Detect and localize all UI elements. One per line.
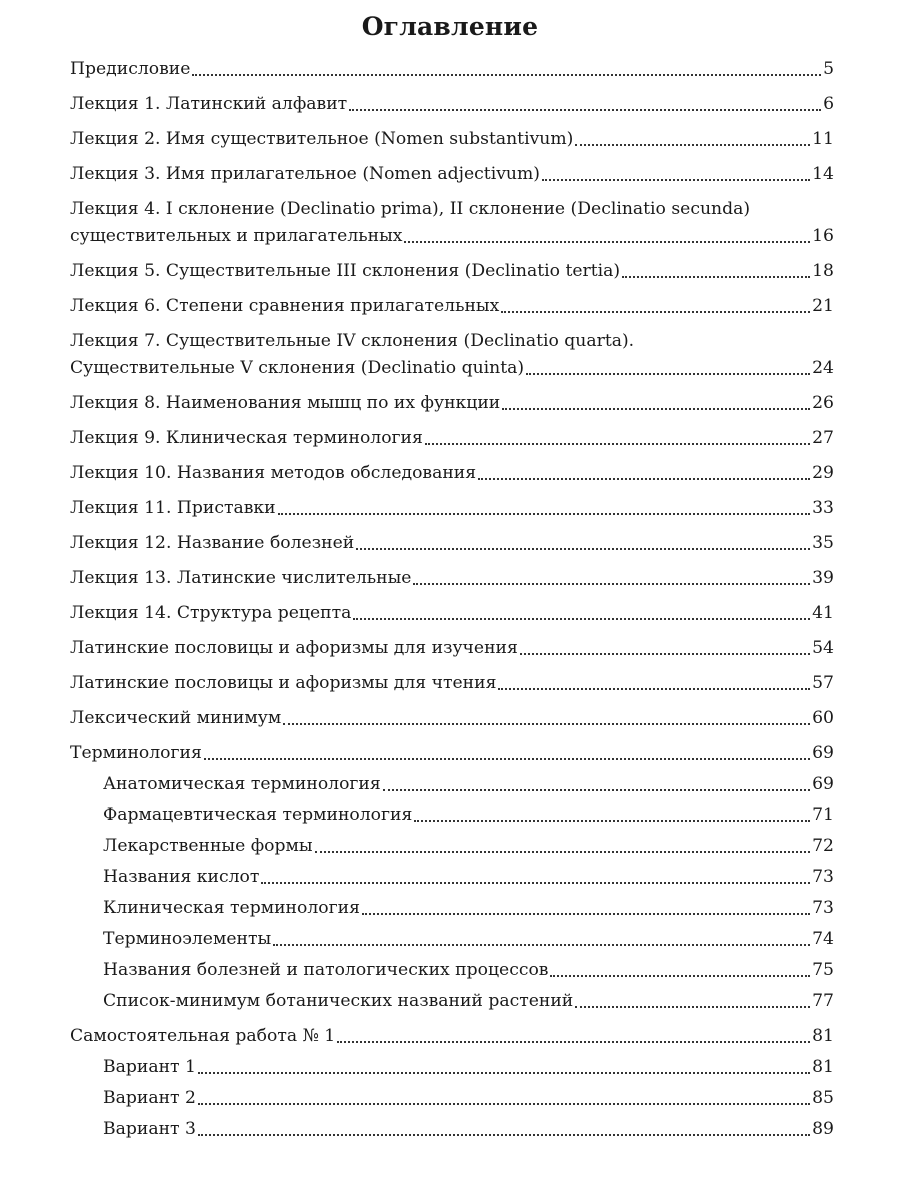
toc-page-number: 27	[812, 428, 834, 448]
toc-entry-title-line: Лекция 7. Существительные IV склонения (Declinatio quarta).	[70, 331, 635, 351]
toc-entry-row	[70, 670, 834, 697]
dot-leader	[261, 882, 810, 884]
toc-entry-row	[70, 705, 834, 732]
toc-entry-row	[70, 161, 834, 188]
toc-page-number: 35	[812, 533, 834, 553]
toc-page-number: 14	[812, 164, 834, 184]
dot-leader	[404, 241, 810, 243]
toc-subentry[interactable]	[70, 802, 834, 829]
table-of-contents	[70, 56, 834, 1143]
toc-page-number: 33	[812, 498, 834, 518]
dot-leader	[478, 478, 810, 480]
toc-subentry[interactable]	[70, 1085, 834, 1112]
toc-page-number: 85	[812, 1088, 834, 1108]
toc-entry-row	[70, 293, 834, 320]
toc-entry-title: Вариант 1	[103, 1057, 196, 1077]
dot-leader	[198, 1072, 810, 1074]
toc-entry-title: Анатомическая терминология	[103, 774, 381, 794]
toc-entry-title: Лекция 13. Латинские числительные	[70, 568, 412, 588]
dot-leader	[362, 913, 810, 915]
toc-entry-row	[70, 126, 834, 153]
toc-entry-title: Самостоятельная работа № 1	[70, 1026, 336, 1046]
toc-entry-row	[70, 771, 834, 798]
toc-entry-title: Латинские пословицы и афоризмы для чтения	[70, 673, 497, 693]
toc-page-number: 74	[812, 929, 834, 949]
toc-entry[interactable]	[70, 635, 834, 662]
toc-page-number: 41	[812, 603, 834, 623]
toc-entry-title: Лекция 5. Существительные III склонения (Declinatio tertia)	[70, 261, 621, 281]
toc-page-number: 39	[812, 568, 834, 588]
toc-entry-row	[70, 635, 834, 662]
dot-leader	[349, 109, 821, 111]
toc-page-number: 16	[812, 226, 834, 246]
toc-entry-row	[70, 1023, 834, 1050]
toc-entry[interactable]	[70, 705, 834, 732]
toc-entry-row	[70, 390, 834, 417]
dot-leader	[283, 723, 810, 725]
toc-entry-title: Лекция 9. Клиническая терминология	[70, 428, 423, 448]
toc-page-number: 72	[812, 836, 834, 856]
toc-entry-title: Названия кислот	[103, 867, 260, 887]
dot-leader	[353, 618, 810, 620]
toc-entry-row	[70, 988, 834, 1015]
toc-page-number: 71	[812, 805, 834, 825]
dot-leader	[356, 548, 810, 550]
toc-entry-title: Лекция 2. Имя существительное (Nomen substantivum)	[70, 129, 574, 149]
toc-page-number: 18	[812, 261, 834, 281]
dot-leader	[273, 944, 810, 946]
dot-leader	[413, 583, 810, 585]
toc-entry-title: Лекция 3. Имя прилагательное (Nomen adjectivum)	[70, 164, 540, 184]
toc-entry[interactable]	[70, 390, 834, 417]
dot-leader	[315, 851, 811, 853]
toc-page-number: 5	[823, 59, 834, 79]
toc-entry-row	[70, 957, 834, 984]
page-title: Оглавление	[361, 12, 539, 41]
dot-leader	[498, 688, 810, 690]
toc-entry-row	[70, 460, 834, 487]
toc-subentry[interactable]	[70, 926, 834, 953]
toc-page-number: 73	[812, 867, 834, 887]
dot-leader	[204, 758, 810, 760]
toc-page-number: 77	[812, 991, 834, 1011]
toc-subentry[interactable]	[70, 1054, 834, 1081]
toc-entry-row	[70, 740, 834, 767]
toc-page-number: 26	[812, 393, 834, 413]
toc-subentry[interactable]	[70, 957, 834, 984]
toc-page-number: 69	[812, 743, 834, 763]
toc-entry-title: Список-минимум ботанических названий растений	[103, 991, 574, 1011]
toc-subentry[interactable]	[70, 833, 834, 860]
toc-entry-title: Лекция 11. Приставки	[70, 498, 276, 518]
toc-entry-row	[70, 1054, 834, 1081]
dot-leader	[337, 1041, 810, 1043]
toc-entry-row	[70, 1085, 834, 1112]
toc-page-number: 24	[812, 358, 834, 378]
toc-entry[interactable]	[70, 258, 834, 285]
dot-leader	[383, 789, 810, 791]
dot-leader	[502, 408, 810, 410]
toc-entry-row	[70, 56, 834, 83]
toc-entry-title: Существительные V склонения (Declinatio quinta)	[70, 358, 525, 378]
toc-entry[interactable]	[70, 670, 834, 697]
toc-entry-title: Названия болезней и патологических процессов	[103, 960, 549, 980]
dot-leader	[425, 443, 810, 445]
toc-entry-title: Вариант 3	[103, 1119, 196, 1139]
toc-entry-row	[70, 802, 834, 829]
toc-entry[interactable]	[70, 328, 834, 382]
dot-leader	[622, 276, 810, 278]
toc-entry-row	[70, 565, 834, 592]
toc-page-number: 6	[823, 94, 834, 114]
dot-leader	[575, 144, 810, 146]
toc-entry-row	[70, 895, 834, 922]
toc-entry-row	[70, 91, 834, 118]
toc-page-number: 89	[812, 1119, 834, 1139]
toc-entry-row	[70, 223, 834, 250]
toc-entry-title: существительных и прилагательных	[70, 226, 403, 246]
toc-entry-row	[70, 258, 834, 285]
toc-subentry[interactable]	[70, 771, 834, 798]
toc-subentry[interactable]	[70, 895, 834, 922]
toc-entry-row	[70, 600, 834, 627]
toc-page-number: 11	[812, 129, 834, 149]
toc-entry-title: Лексический минимум	[70, 708, 282, 728]
toc-entry[interactable]	[70, 495, 834, 522]
toc-entry[interactable]	[70, 91, 834, 118]
toc-entry[interactable]	[70, 600, 834, 627]
toc-page-number: 60	[812, 708, 834, 728]
toc-subentry[interactable]	[70, 1116, 834, 1143]
toc-entry-title: Лекция 8. Наименования мышц по их функции	[70, 393, 501, 413]
toc-entry-title: Терминология	[70, 743, 202, 763]
toc-entry-title: Фармацевтическая терминология	[103, 805, 413, 825]
toc-page-number: 69	[812, 774, 834, 794]
toc-entry-title: Лекция 10. Названия методов обследования	[70, 463, 477, 483]
toc-page-number: 21	[812, 296, 834, 316]
toc-entry[interactable]	[70, 161, 834, 188]
toc-entry[interactable]	[70, 196, 834, 250]
toc-entry[interactable]	[70, 1023, 834, 1050]
toc-page-number: 81	[812, 1026, 834, 1046]
toc-entry-row	[70, 425, 834, 452]
toc-entry-title: Терминоэлементы	[103, 929, 272, 949]
toc-page-number: 54	[812, 638, 834, 658]
toc-entry-title-line: Лекция 4. I склонение (Declinatio prima), II склонение (Declinatio secunda)	[70, 199, 751, 219]
dot-leader	[526, 373, 810, 375]
dot-leader	[198, 1103, 810, 1105]
toc-subentry[interactable]	[70, 988, 834, 1015]
toc-page-number: 81	[812, 1057, 834, 1077]
toc-entry-row	[70, 530, 834, 557]
toc-entry-row	[70, 864, 834, 891]
toc-entry[interactable]	[70, 460, 834, 487]
toc-entry-title: Лекция 12. Название болезней	[70, 533, 355, 553]
toc-entry-title: Лекарственные формы	[103, 836, 313, 856]
toc-entry[interactable]	[70, 56, 834, 83]
toc-page-number: 57	[812, 673, 834, 693]
toc-entry-row	[70, 1116, 834, 1143]
dot-leader	[501, 311, 810, 313]
toc-entry-title: Латинские пословицы и афоризмы для изучения	[70, 638, 518, 658]
toc-entry[interactable]	[70, 293, 834, 320]
dot-leader	[550, 975, 810, 977]
dot-leader	[414, 820, 810, 822]
toc-entry[interactable]	[70, 565, 834, 592]
dot-leader	[198, 1134, 810, 1136]
toc-entry-title: Клиническая терминология	[103, 898, 360, 918]
toc-entry[interactable]	[70, 425, 834, 452]
toc-entry-title: Лекция 1. Латинский алфавит	[70, 94, 348, 114]
toc-entry[interactable]	[70, 126, 834, 153]
toc-entry[interactable]	[70, 740, 834, 767]
toc-subentry[interactable]	[70, 864, 834, 891]
dot-leader	[520, 653, 810, 655]
toc-entry-row	[70, 495, 834, 522]
toc-entry-row	[70, 833, 834, 860]
toc-entry[interactable]	[70, 530, 834, 557]
dot-leader	[278, 513, 811, 515]
toc-entry-title: Лекция 6. Степени сравнения прилагательных	[70, 296, 500, 316]
toc-entry-title: Лекция 14. Структура рецепта	[70, 603, 352, 623]
toc-page-number: 75	[812, 960, 834, 980]
toc-entry-title: Вариант 2	[103, 1088, 196, 1108]
dot-leader	[192, 74, 821, 76]
toc-entry-row	[70, 926, 834, 953]
dot-leader	[575, 1006, 810, 1008]
toc-page-number: 73	[812, 898, 834, 918]
toc-entry-title: Предисловие	[70, 59, 191, 79]
dot-leader	[542, 179, 810, 181]
toc-entry-row	[70, 355, 834, 382]
toc-page-number: 29	[812, 463, 834, 483]
